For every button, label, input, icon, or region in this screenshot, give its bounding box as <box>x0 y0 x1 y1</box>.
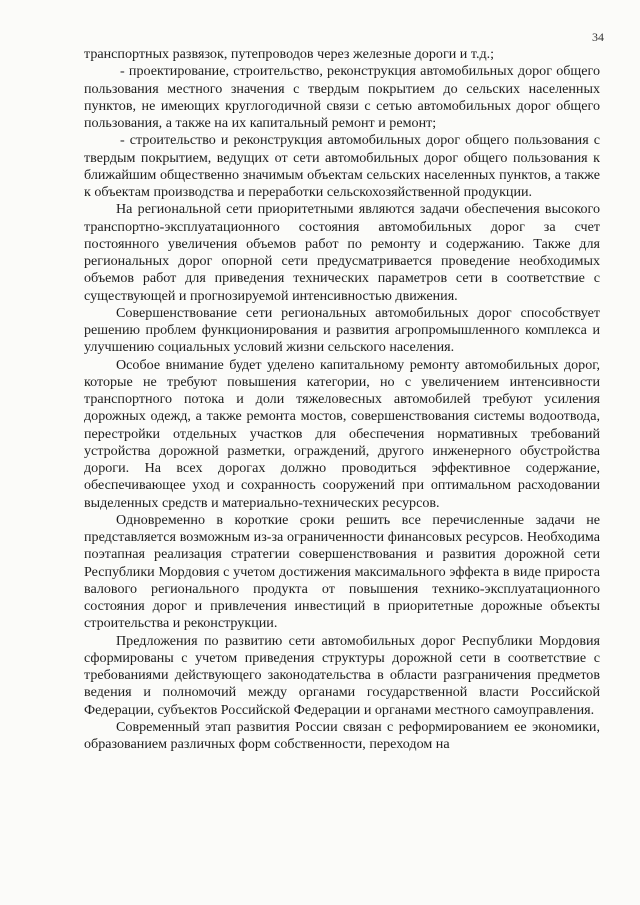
paragraph: Предложения по развитию сети автомобильных дорог Республики Мордовия сформированы с учетом приведения структуры дорожной сети в соответствие с требованиями действующего законодательства в области разграничения предметов ведения и полномочий между органами государственной власти Российской Федерации, субъектов Российской Федерации и органами местного самоуправления. <box>84 632 600 718</box>
paragraph: Одновременно в короткие сроки решить все перечисленные задачи не представляется возможным из-за ограниченности финансовых ресурсов. Необходима поэтапная реализация стратегии совершенствования и развития дорожной сети Республики Мордовия с учетом достижения максимального эффекта в виде прироста валового регионального продукта от повышения технико-эксплуатационного состояния дорог и привлечения инвестиций в приоритетные дорожные объекты строительства и реконструкции. <box>84 511 600 632</box>
paragraph: - строительство и реконструкция автомобильных дорог общего пользования с твердым покрытием, ведущих от сети автомобильных дорог общего пользования к ближайшим общественно значимым объектам сельских населенных пунктов, а также к объектам производства и переработки сельскохозяйственной продукции. <box>84 132 600 200</box>
page-number: 34 <box>592 30 604 44</box>
body-text <box>84 46 600 753</box>
paragraph: Современный этап развития России связан с реформированием ее экономики, образованием различных форм собственности, переходом на <box>84 718 600 752</box>
paragraph: Совершенствование сети региональных автомобильных дорог способствует решению проблем функционирования и развития агропромышленного комплекса и улучшению социальных условий жизни сельского населения. <box>84 304 600 356</box>
paragraph: транспортных развязок, путепроводов через железные дороги и т.д.; <box>84 46 495 62</box>
paragraph: На региональной сети приоритетными являются задачи обеспечения высокого транспортно-эксплуатационного состояния автомобильных дорог за счет постоянного увеличения объемов работ по ремонту и содержанию. Также для региональных дорог опорной сети предусматривается проведение необходимых объемов работ для приведения технических параметров сети в соответствие с существующей и прогнозируемой интенсивностью движения. <box>84 201 600 304</box>
paragraph: Особое внимание будет уделено капитальному ремонту автомобильных дорог, которые не требуют повышения категории, но с увеличением интенсивности транспортного потока и доли тяжеловесных автомобилей требуют усиления дорожных одежд, а также ремонта мостов, совершенствования системы водоотвода, перестройки отдельных участков для обеспечения нормативных требований устройства дорожной разметки, ограждений, другого инженерного обустройства дороги. На всех дорогах должно проводиться эффективное содержание, обеспечивающее уход и сохранность сооружений при оптимальном расходовании выделенных средств и материально-технических ресурсов. <box>84 356 600 511</box>
paragraph: - проектирование, строительство, реконструкция автомобильных дорог общего пользования местного значения с твердым покрытием до сельских населенных пунктов, не имеющих круглогодичной связи с сетью автомобильных дорог общего пользования, а также на их капитальный ремонт и ремонт; <box>84 63 600 131</box>
